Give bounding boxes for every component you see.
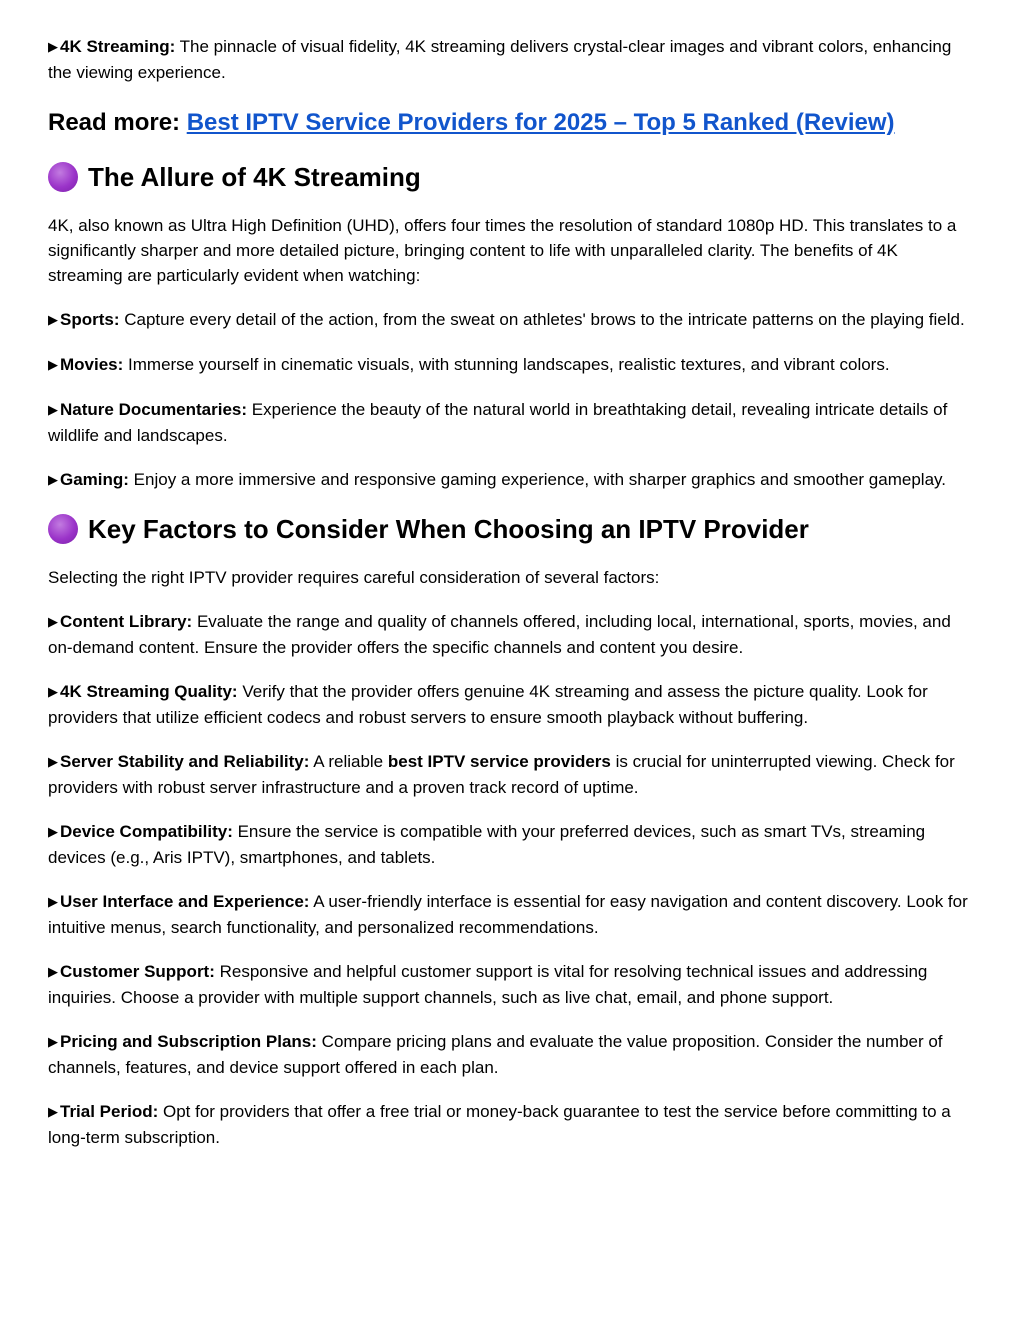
bullet-label: Server Stability and Reliability: bbox=[60, 752, 310, 771]
bullet-text: Enjoy a more immersive and responsive gaming experience, with sharper graphics and smoother gameplay. bbox=[128, 470, 946, 489]
bullet-text: Verify that the provider offers genuine 4K streaming and assess the picture quality. Look for providers that utilize efficient codecs and robust servers to ensure smooth playback without buffering. bbox=[48, 682, 928, 727]
bullet-content-library bbox=[48, 609, 976, 660]
bullet-text: Ensure the service is compatible with your preferred devices, such as smart TVs, streaming devices (e.g., Aris IPTV), smartphones, and tablets. bbox=[48, 822, 926, 867]
bullet-text: Experience the beauty of the natural world in breathtaking detail, revealing intricate details of wildlife and landscapes. bbox=[48, 400, 948, 445]
read-more-link[interactable]: Best IPTV Service Providers for 2025 – Top 5 Ranked (Review) bbox=[186, 109, 895, 136]
bullet-label: Trial Period: bbox=[60, 1102, 159, 1121]
triangle-bullet-icon: ▶ bbox=[48, 39, 58, 54]
bullet-text: The pinnacle of visual fidelity, 4K streaming delivers crystal-clear images and vibrant colors, enhancing the viewing experience. bbox=[48, 37, 952, 82]
bullet-label: Device Compatibility: bbox=[60, 822, 233, 841]
triangle-bullet-icon: ▶ bbox=[48, 402, 58, 417]
bullet-device-compatibility bbox=[48, 819, 976, 870]
bullet-label: 4K Streaming Quality: bbox=[60, 682, 238, 701]
bullet-gaming bbox=[48, 467, 976, 493]
bullet-customer-support bbox=[48, 959, 976, 1010]
bullet-nature-documentaries bbox=[48, 397, 976, 448]
triangle-bullet-icon: ▶ bbox=[48, 964, 58, 979]
bullet-text: A user-friendly interface is essential for easy navigation and content discovery. Look for intuitive menus, search functionality, and personalized recommendations. bbox=[48, 892, 968, 937]
bullet-text: Capture every detail of the action, from the sweat on athletes' brows to the intricate patterns on the playing field. bbox=[119, 310, 965, 329]
bullet-text: Responsive and helpful customer support is vital for resolving technical issues and addressing inquiries. Choose a provider with multiple support channels, such as live chat, email, and phone support. bbox=[48, 962, 928, 1007]
bullet-label: User Interface and Experience: bbox=[60, 892, 310, 911]
triangle-bullet-icon: ▶ bbox=[48, 824, 58, 839]
bullet-label: Movies: bbox=[60, 355, 124, 374]
read-more bbox=[48, 107, 976, 139]
bullet-label: Nature Documentaries: bbox=[60, 400, 248, 419]
triangle-bullet-icon: ▶ bbox=[48, 754, 58, 769]
bullet-text: Opt for providers that offer a free trial or money-back guarantee to test the service before committing to a long-term subscription. bbox=[48, 1102, 951, 1147]
purple-circle-icon bbox=[48, 514, 78, 544]
bullet-label: Sports: bbox=[60, 310, 120, 329]
triangle-bullet-icon: ▶ bbox=[48, 614, 58, 629]
bullet-4k-streaming bbox=[48, 34, 976, 85]
bullet-label: Gaming: bbox=[60, 470, 129, 489]
bullet-movies bbox=[48, 352, 976, 378]
bullet-text: Evaluate the range and quality of channels offered, including local, international, sports, movies, and on-demand content. Ensure the provider offers the specific channels and content you desire. bbox=[48, 612, 951, 657]
bullet-pricing-plans bbox=[48, 1029, 976, 1080]
bullet-text: Immerse yourself in cinematic visuals, with stunning landscapes, realistic textures, and vibrant colors. bbox=[123, 355, 890, 374]
triangle-bullet-icon: ▶ bbox=[48, 312, 58, 327]
read-more-label: Read more: bbox=[48, 109, 187, 136]
triangle-bullet-icon: ▶ bbox=[48, 357, 58, 372]
section-heading-text: Key Factors to Consider When Choosing an IPTV Provider bbox=[88, 514, 809, 544]
triangle-bullet-icon: ▶ bbox=[48, 684, 58, 699]
triangle-bullet-icon: ▶ bbox=[48, 472, 58, 487]
section-heading-text: The Allure of 4K Streaming bbox=[88, 162, 421, 192]
purple-circle-icon bbox=[48, 162, 78, 192]
bullet-trial-period bbox=[48, 1099, 976, 1150]
triangle-bullet-icon: ▶ bbox=[48, 1104, 58, 1119]
bullet-text: is crucial for uninterrupted viewing. Check for providers with robust server infrastructure and a proven track record of uptime. bbox=[48, 752, 955, 797]
bullet-bold-phrase: best IPTV service providers bbox=[387, 752, 611, 771]
bullet-label: Content Library: bbox=[60, 612, 193, 631]
section-intro: Selecting the right IPTV provider requires careful consideration of several factors: bbox=[48, 568, 660, 587]
bullet-text: A reliable bbox=[309, 752, 388, 771]
bullet-label: Pricing and Subscription Plans: bbox=[60, 1032, 317, 1051]
bullet-label: Customer Support: bbox=[60, 962, 215, 981]
bullet-user-interface bbox=[48, 889, 976, 940]
section-heading-key-factors bbox=[48, 512, 976, 546]
bullet-text: Compare pricing plans and evaluate the value proposition. Consider the number of channels, features, and device support offered in each plan. bbox=[48, 1032, 943, 1077]
bullet-sports bbox=[48, 307, 976, 333]
triangle-bullet-icon: ▶ bbox=[48, 1034, 58, 1049]
bullet-4k-streaming-quality bbox=[48, 679, 976, 730]
section-intro: 4K, also known as Ultra High Definition (UHD), offers four times the resolution of standard 1080p HD. This translates to a significantly sharper and more detailed picture, bringing content to life with unparalleled clarity. The benefits of 4K streaming are particularly evident when watching: bbox=[48, 216, 957, 285]
section-heading-allure bbox=[48, 160, 976, 194]
triangle-bullet-icon: ▶ bbox=[48, 894, 58, 909]
bullet-server-stability bbox=[48, 749, 976, 800]
bullet-label: 4K Streaming: bbox=[60, 37, 176, 56]
